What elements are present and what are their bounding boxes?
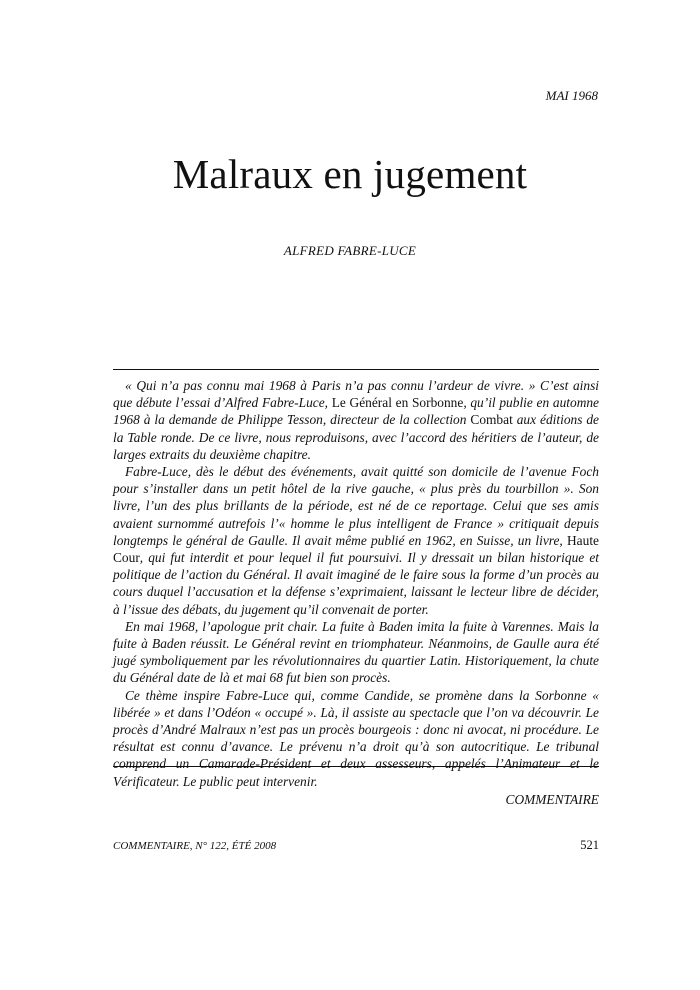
intro-text: Fabre-Luce, dès le début des événements, avait quitté son domicile de l’avenue Foch pour s’installer dans un petit hôtel de la rive gauche, « plus près du tourbillon ». Son livre, l’un des plus brillants de la période, est né de ce reportage. Celui que ses amis avaient surnommé autrefois l’« homme le plus intelligent de France » critiquait depuis longtemps le général de Gaulle. Il avait même publié en 1962, en Suisse, un livre,: [113, 464, 599, 548]
intro-paragraph: En mai 1968, l’apologue prit chair. La fuite à Baden imita la fuite à Varennes. Mais la fuite à Baden réussit. Le Général revint en triomphateur. Néanmoins, de Gaulle aura été jugé symboliquement par les révolutionnaires du quartier Latin. Historiquement, la chute du Général date de là et mai 68 fut bien son procès.: [113, 618, 599, 686]
intro-signature: COMMENTAIRE: [505, 791, 599, 807]
article-title: Malraux en jugement: [172, 151, 528, 197]
top-rule: [113, 369, 599, 370]
article-author: ALFRED FABRE-LUCE: [283, 243, 417, 258]
section-label: MAI 1968: [545, 88, 598, 103]
book-title: Haute Cour: [113, 532, 599, 566]
book-title: Le Général en Sorbonne: [331, 395, 464, 411]
journal-footer: COMMENTAIRE, N° 122, ÉTÉ 2008: [113, 840, 277, 852]
editorial-intro: [113, 377, 599, 808]
intro-paragraph: [113, 377, 599, 463]
page-number: 521: [580, 838, 599, 852]
intro-text: « Qui n’a pas connu mai 1968 à Paris n’a pas connu l’ardeur de vivre. » C’est ainsi que débute l’essai d’Alfred Fabre-Luce,: [113, 378, 599, 411]
intro-text: aux éditions de la Table ronde. De ce livre, nous reproduisons, avec l’accord des héritiers de l’auteur, de larges extraits du deuxième chapitre.: [113, 412, 600, 462]
intro-text: , qu’il publie en automne 1968 à la demande de Philippe Tesson, directeur de la collection: [113, 395, 599, 428]
intro-text: , qui fut interdit et pour lequel il fut poursuivi. Il y dressait un bilan historique et politique de l’action du Général. Il avait imaginé de le faire sous la forme d’un procès au cours duquel l’accusation et la défense s’exprimaient, laissant le lecteur libre de décider, à l’issue des débats, du jugement qu’il convenait de porter.: [113, 550, 599, 617]
bottom-rule: [113, 766, 599, 767]
collection-title: Combat: [470, 412, 513, 428]
intro-paragraph: Ce thème inspire Fabre-Luce qui, comme Candide, se promène dans la Sorbonne « libérée » et dans l’Odéon « occupé ». Là, il assiste au spectacle que l’on va découvrir. Le procès d’André Malraux n’est pas un procès bourgeois : donc ni avocat, ni procédure. Le résultat est connu d’avance. Le prévenu n’a droit qu’à son autocritique. Le tribunal comprend un Camarade-Président et deux assesseurs, appelés l’Animateur et le Vérificateur. Le public peut intervenir.: [113, 687, 599, 789]
intro-paragraph: [113, 463, 599, 618]
